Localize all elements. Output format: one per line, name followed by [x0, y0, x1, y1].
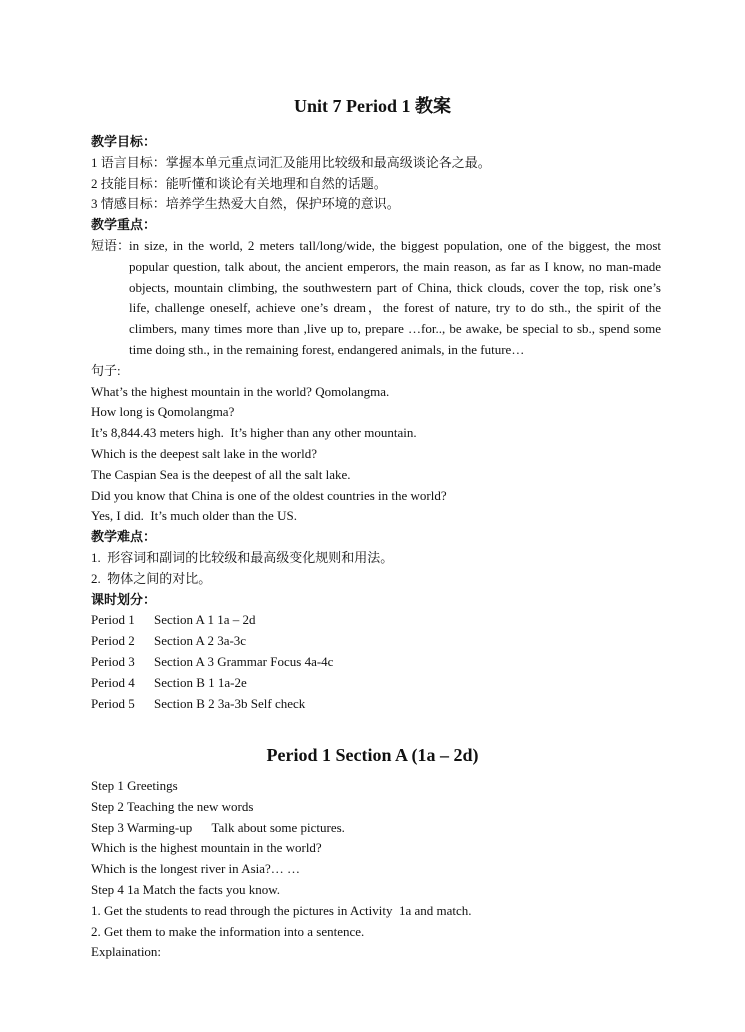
phrases-text: in size, in the world, 2 meters tall/long/wide, the biggest population, one of the biggest, the most popular question, talk about, the ancient emperors, the main reason, as far as I know, no man-made objects, mountain climbing, the southwestern part of China, thick clouds, cover the top, risk one’s life, challenge oneself, achieve one’s dream，the forest of nature, try to do sth., the spirit of the climbers, many times more than ,live up to, prepare …for.., be awake, be special to sb., spend some time doing sth., in the remaining forest, endangered animals, in the future… [129, 237, 661, 357]
step-line: Step 1 Greetings [91, 778, 178, 793]
procedure-body [91, 776, 661, 963]
sentence-item: How long is Qomolangma? [91, 404, 235, 420]
schedule-section: Section A 2 3a-3c [154, 633, 247, 649]
step-line: Which is the highest mountain in the world? [91, 840, 322, 856]
sentences-label: 句子: [91, 362, 121, 378]
schedule-section: Section A 1 1a – 2d [154, 612, 256, 628]
sentence-item: What’s the highest mountain in the world? Qomolangma. [91, 383, 390, 399]
schedule-row [91, 631, 661, 652]
step-line: Which is the longest river in Asia?… … [91, 861, 301, 877]
goal-item: 1 语言目标：掌握本单元重点词汇及能用比较级和最高级谈论各之最。 [91, 154, 491, 170]
phrases-block [91, 236, 661, 361]
step-line: 2. Get them to make the information into a sentence. [91, 923, 365, 939]
lesson-plan-body [91, 132, 661, 714]
schedule-section: Section B 1 1a-2e [154, 674, 247, 690]
difficulties-heading: 教学难点： [91, 529, 157, 545]
schedule-row [91, 610, 661, 631]
goal-item: 2 技能目标：能听懂和谈论有关地理和自然的话题。 [91, 175, 387, 191]
document-title: Unit 7 Period 1 教案 [294, 96, 451, 116]
schedule-period: Period 3 [91, 653, 135, 669]
schedule-period: Period 1 [91, 612, 135, 628]
difficulty-item: 2. 物体之间的对比。 [91, 570, 212, 586]
schedule-row [91, 652, 661, 673]
key-points-heading: 教学重点： [91, 217, 157, 233]
sentence-item: The Caspian Sea is the deepest of all the salt lake. [91, 466, 351, 482]
schedule-row [91, 694, 661, 715]
step-line: Step 3 Warming-up Talk about some pictures. [91, 819, 345, 835]
sentence-item: Did you know that China is one of the oldest countries in the world? [91, 487, 447, 503]
goals-heading: 教学目标： [91, 134, 157, 149]
step-line: 1. Get the students to read through the pictures in Activity 1a and match. [91, 902, 472, 918]
step-line: Step 2 Teaching the new words [91, 798, 254, 814]
schedule-heading: 课时划分： [91, 591, 157, 607]
schedule-period: Period 4 [91, 674, 135, 690]
section-title: Period 1 Section A (1a – 2d) [266, 745, 479, 765]
sentence-item: Which is the deepest salt lake in the world? [91, 445, 317, 461]
sentence-item: It’s 8,844.43 meters high. It’s higher than any other mountain. [91, 425, 417, 441]
schedule-section: Section B 2 3a-3b Self check [154, 695, 306, 711]
step-line: Step 4 1a Match the facts you know. [91, 881, 281, 897]
schedule-section: Section A 3 Grammar Focus 4a-4c [154, 653, 334, 669]
goal-item: 3 情感目标：培养学生热爱大自然，保护环境的意识。 [91, 196, 400, 212]
step-line: Explaination: [91, 944, 162, 960]
sentence-item: Yes, I did. It’s much older than the US. [91, 508, 297, 524]
difficulty-item: 1. 形容词和副词的比较级和最高级变化规则和用法。 [91, 549, 394, 565]
phrases-label: 短语： [91, 237, 131, 253]
schedule-period: Period 5 [91, 695, 135, 711]
schedule-period: Period 2 [91, 633, 135, 649]
schedule-row [91, 673, 661, 694]
